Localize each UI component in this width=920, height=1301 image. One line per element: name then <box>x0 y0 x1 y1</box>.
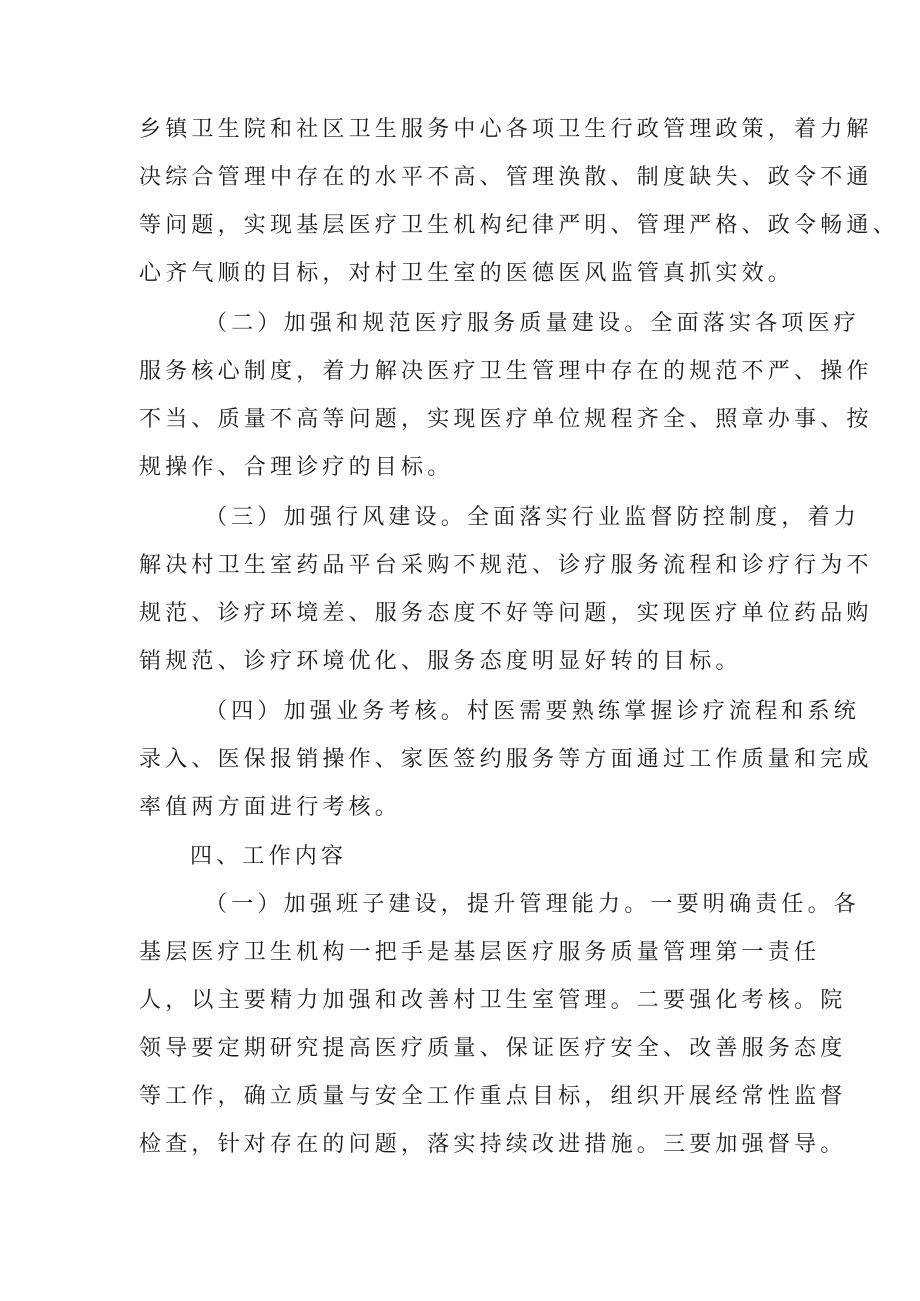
body-line: 服务核心制度，着力解决医疗卫生管理中存在的规范不严、操作 <box>139 359 873 384</box>
body-line: 等问题，实现基层医疗卫生机构纪律严明、管理严格、政令畅通、 <box>139 213 899 238</box>
body-line: 规操作、合理诊疗的目标。 <box>139 455 454 480</box>
body-line: 人，以主要精力加强和改善村卫生室管理。二要强化考核。院 <box>139 988 847 1013</box>
body-line: 不当、质量不高等问题，实现医疗单位规程齐全、照章办事、按 <box>139 407 873 432</box>
body-line: 录入、医保报销操作、家医签约服务等方面通过工作质量和完成 <box>139 747 873 772</box>
paragraph-start-line: （四）加强业务考核。村医需要熟练掌握诊疗流程和系统 <box>205 699 861 724</box>
body-line: 检查，针对存在的问题，落实持续改进措施。三要加强督导。 <box>139 1132 847 1157</box>
body-line: 心齐气顺的目标，对村卫生室的医德医风监管真抓实效。 <box>139 261 795 286</box>
body-line: 解决村卫生室药品平台采购不规范、诊疗服务流程和诊疗行为不 <box>139 553 873 578</box>
body-line: 基层医疗卫生机构一把手是基层医疗服务质量管理第一责任 <box>139 940 821 965</box>
paragraph-start-line: （二）加强和规范医疗服务质量建设。全面落实各项医疗 <box>205 311 861 336</box>
body-line: 率值两方面进行考核。 <box>139 795 402 820</box>
body-line: 销规范、诊疗环境优化、服务态度明显好转的目标。 <box>139 649 742 674</box>
body-line: 规范、诊疗环境差、服务态度不好等问题，实现医疗单位药品购 <box>139 601 873 626</box>
body-line: 领导要定期研究提高医疗质量、保证医疗安全、改善服务态度 <box>139 1036 847 1061</box>
body-line: 乡镇卫生院和社区卫生服务中心各项卫生行政管理政策，着力解 <box>139 117 873 142</box>
body-line: 决综合管理中存在的水平不高、管理涣散、制度缺失、政令不通 <box>139 165 873 190</box>
paragraph-start-line: （一）加强班子建设，提升管理能力。一要明确责任。各 <box>205 892 861 917</box>
section-heading: 四、工作内容 <box>190 844 348 869</box>
paragraph-start-line: （三）加强行风建设。全面落实行业监督防控制度，着力 <box>205 505 861 530</box>
body-line: 等工作，确立质量与安全工作重点目标，组织开展经常性监督 <box>139 1084 847 1109</box>
